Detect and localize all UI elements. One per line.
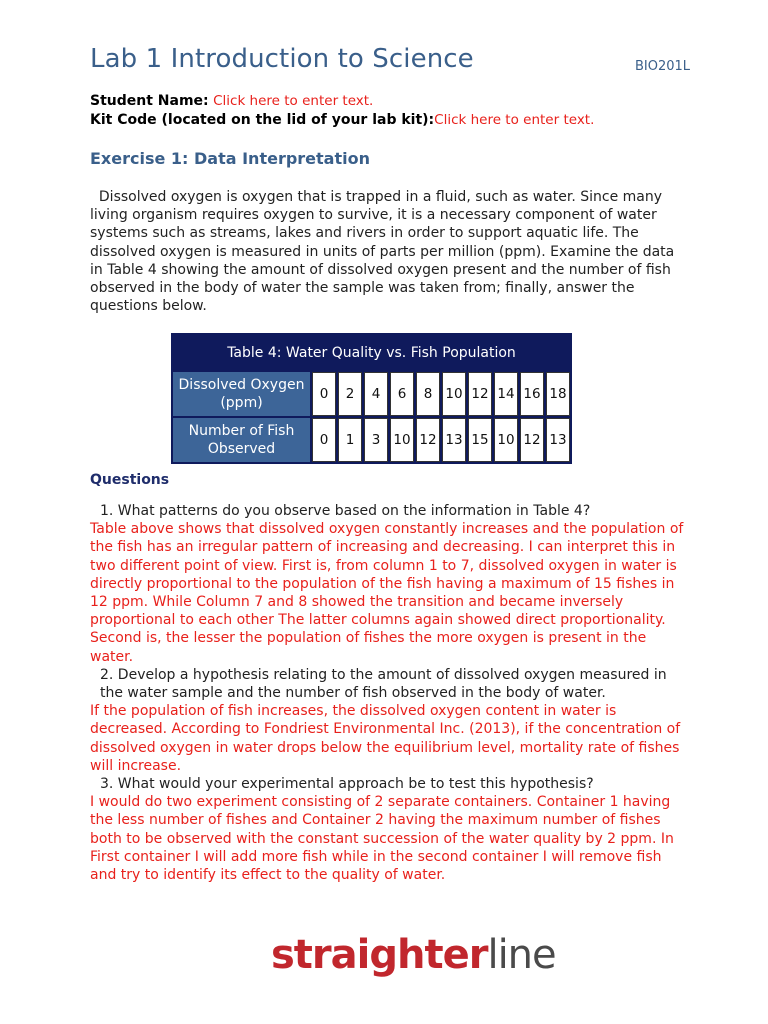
- table-cell: 1: [338, 418, 362, 462]
- table-cell: 10: [442, 372, 466, 416]
- kit-code-row: [90, 112, 594, 128]
- table-cell: 13: [442, 418, 466, 462]
- table-cell: 18: [546, 372, 570, 416]
- exercise-heading: Exercise 1: Data Interpretation: [90, 149, 370, 168]
- questions-list: [90, 502, 686, 884]
- table-caption-row: [173, 335, 570, 370]
- answer-1[interactable]: Table above shows that dissolved oxygen constantly increases and the population of the fish has an irregular pattern of increasing and decreasing. I can interpret this in two different point of view. First is, from column 1 to 7, dissolved oxygen in water is directly proportional to the population of the fish having a maximum of 15 fishes in 12 ppm. While Column 7 and 8 showed the transition and became inversely proportional to each other The latter columns again showed direct proportionality. Second is, the lesser the population of fishes the more oxygen is present in the water.: [90, 521, 684, 665]
- question-3: 3. What would your experimental approach be to test this hypothesis?: [100, 776, 594, 793]
- table-cell: 0: [312, 418, 336, 462]
- student-name-label: Student Name:: [90, 93, 209, 109]
- kit-code-field[interactable]: Click here to enter text.: [434, 112, 595, 128]
- logo-part-straighter: straighter: [271, 932, 488, 978]
- logo-part-line: line: [487, 932, 556, 978]
- table-cell: 16: [520, 372, 544, 416]
- table-cell: 8: [416, 372, 440, 416]
- page-title: Lab 1 Introduction to Science: [90, 44, 474, 74]
- table-cell: 15: [468, 418, 492, 462]
- table-cell: 13: [546, 418, 570, 462]
- course-code: BIO201L: [634, 59, 690, 74]
- table-cell: 4: [364, 372, 388, 416]
- intro-text: Dissolved oxygen is oxygen that is trapped in a fluid, such as water. Since many living organism requires oxygen to survive, it is a necessary component of water systems such as streams, lakes and rivers in order to support aquatic life. The dissolved oxygen is measured in units of parts per million (ppm). Examine the data in Table 4 showing the amount of dissolved oxygen present and the number of fish observed in the body of water the sample was taken from; finally, answer the questions below.: [90, 189, 675, 315]
- questions-heading: Questions: [90, 472, 170, 488]
- row-header-fish: Number of Fish Observed: [173, 418, 310, 462]
- question-2: 2. Develop a hypothesis relating to the amount of dissolved oxygen measured in the water sample and the number of fish observed in the body of water.: [100, 666, 667, 702]
- table-cell: 12: [520, 418, 544, 462]
- student-name-field[interactable]: Click here to enter text.: [213, 93, 374, 109]
- answer-2[interactable]: If the population of fish increases, the dissolved oxygen content in water is decreased. According to Fondriest Environmental Inc. (2013), if the concentration of dissolved oxygen in water drops below the equilibrium level, mortality rate of fishes will increase.: [90, 703, 681, 774]
- kit-code-label: Kit Code (located on the lid of your lab kit):: [90, 112, 435, 128]
- table-cell: 10: [390, 418, 414, 462]
- data-table: [171, 333, 572, 464]
- row-header-oxygen: Dissolved Oxygen (ppm): [173, 372, 310, 416]
- table-cell: 12: [468, 372, 492, 416]
- table-row-fish: [173, 418, 570, 462]
- table-cell: 14: [494, 372, 518, 416]
- straighterline-logo: [271, 932, 556, 978]
- student-name-row: [90, 93, 373, 109]
- table-cell: 3: [364, 418, 388, 462]
- table-cell: 10: [494, 418, 518, 462]
- table-cell: 12: [416, 418, 440, 462]
- question-1: 1. What patterns do you observe based on the information in Table 4?: [100, 503, 591, 519]
- answer-3[interactable]: I would do two experiment consisting of 2 separate containers. Container 1 having the less number of fishes and Container 2 having the maximum number of fishes both to be observed with the constant succession of the water quality by 2 ppm. In First container I will add more fish while in the second container I will remove fish and try to identify its effect to the quality of water.: [90, 794, 674, 884]
- table-row-oxygen: [173, 372, 570, 416]
- table-cell: 6: [390, 372, 414, 416]
- table-cell: 0: [312, 372, 336, 416]
- table-caption: Table 4: Water Quality vs. Fish Population: [173, 335, 570, 370]
- table-cell: 2: [338, 372, 362, 416]
- intro-paragraph: [90, 188, 680, 315]
